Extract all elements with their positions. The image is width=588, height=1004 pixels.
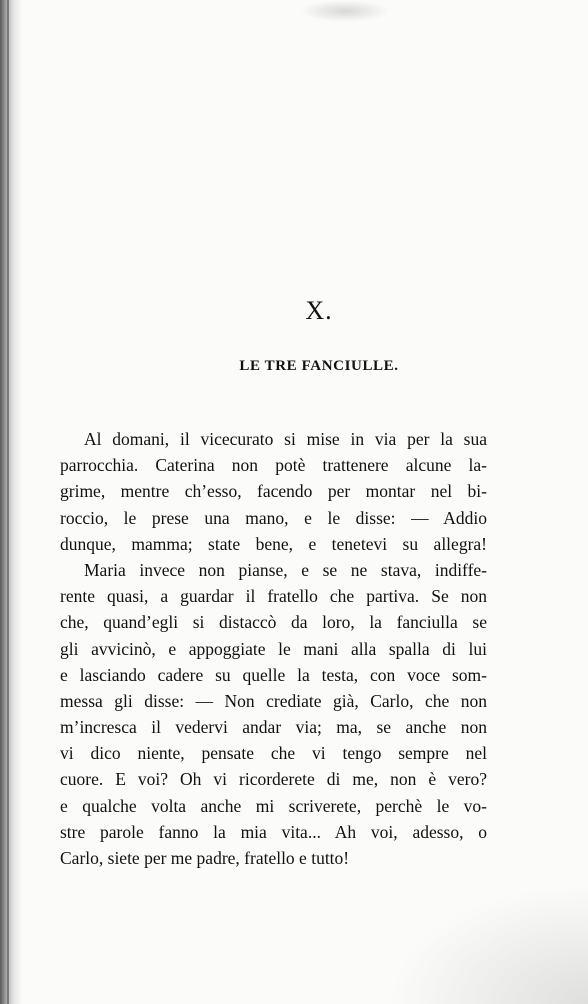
text-line: vi dico niente, pensate che vi tengo sempre nel <box>60 743 487 764</box>
text-line: gli avvicinò, e appoggiate le mani alla spalla di lui <box>60 638 487 659</box>
text-line: che, quand’egli si distaccò da loro, la fanciulla se <box>60 612 487 633</box>
text-line: m’incresca il vedervi andar via; ma, se anche non <box>60 717 487 738</box>
text-line: cuore. E voi? Oh vi ricorderete di me, non è vero? <box>60 769 487 790</box>
text-line: parrocchia. Caterina non potè trattenere alcune la- <box>60 455 487 476</box>
text-line: dunque, mamma; state bene, e tenetevi su allegra! <box>60 533 487 554</box>
text-line: e qualche volta anche mi scriverete, perchè le vo- <box>60 795 487 816</box>
chapter-title: LE TRE FANCIULLE. <box>239 358 399 374</box>
text-line: rente quasi, a guardar il fratello che partiva. Se non <box>60 586 487 607</box>
chapter-number: X. <box>305 296 333 325</box>
text-line: grime, mentre ch’esso, facendo per montar nel bi- <box>60 481 487 502</box>
bottom-smudge <box>388 884 588 1004</box>
text-line: e lasciando cadere su quelle la testa, con voce som- <box>60 664 487 685</box>
page-spine-shadow <box>0 0 22 1004</box>
text-line: stre parole fanno la mia vita... Ah voi, adesso, o <box>60 821 487 842</box>
text-line: messa gli disse: — Non crediate già, Carlo, che non <box>60 690 487 711</box>
text-line: roccio, le prese una mano, e le disse: — Addio <box>60 507 487 528</box>
binding-edge <box>7 0 9 1004</box>
chapter-text <box>60 426 487 871</box>
top-smudge <box>300 0 390 22</box>
text-line: Maria invece non pianse, e se ne stava, indiffe- <box>84 559 487 580</box>
text-line: Al domani, il vicecurato si mise in via per la sua <box>84 429 487 449</box>
text-line: Carlo, siete per me padre, fratello e tutto! <box>60 848 350 868</box>
